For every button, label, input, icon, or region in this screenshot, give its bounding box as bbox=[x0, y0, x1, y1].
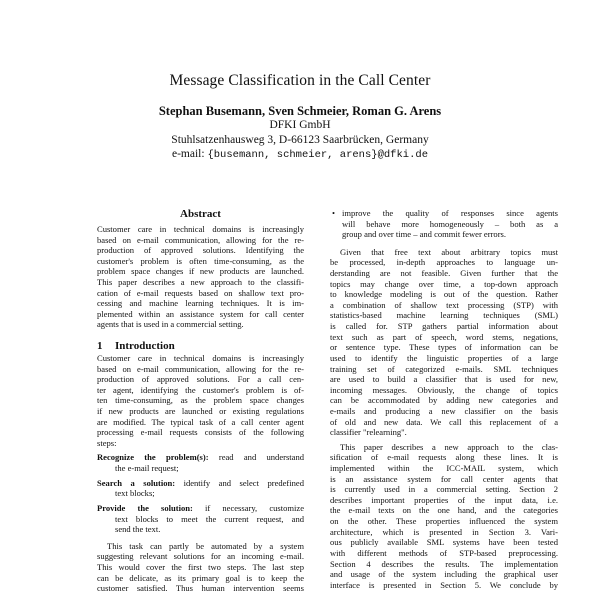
abstract-line: production of approved solutions. Identifying the bbox=[97, 245, 304, 256]
affiliation-address: Stuhlsatzenhausweg 3, D-66123 Saarbrücken, Germany bbox=[171, 133, 429, 146]
step-text-line: text blocks; bbox=[115, 488, 155, 499]
abstract-body bbox=[97, 224, 304, 330]
step-text: read and understand bbox=[218, 452, 305, 463]
body-line: derstanding are not feasible. Given further that the bbox=[330, 268, 558, 279]
body-line: topics may change over time, a top-down approach bbox=[330, 278, 558, 289]
abstract-line: problem space changes if new products are launched. bbox=[97, 266, 304, 277]
intro-line: production of approved solutions. For a call cen- bbox=[97, 374, 304, 385]
step-term: Search a solution: bbox=[97, 477, 176, 488]
section-number: 1 bbox=[97, 340, 103, 352]
body-line: can be accommodated by adding new categories and bbox=[330, 395, 558, 406]
intro-line: steps: bbox=[97, 437, 117, 448]
body-line: interface is presented in Section 5. We conclude by bbox=[330, 579, 558, 590]
intro-line: customer satisfied. Thus human intervention seems bbox=[97, 583, 304, 594]
right-column-body bbox=[330, 208, 558, 590]
intro-line: This would cover the first two steps. The last step bbox=[97, 561, 304, 572]
abstract-line: based on e-mail communication, allowing for the re- bbox=[97, 234, 304, 245]
body-line: training set of categorized e-mails. SML techniques bbox=[330, 363, 558, 374]
abstract-line: cation of e-mail requests based on shallow text pro- bbox=[97, 287, 304, 298]
bullet-line: will behave more homogeneously – both as a bbox=[342, 218, 558, 229]
body-line: be processed, in-depth approaches to language un- bbox=[330, 257, 558, 268]
step-text-line: text blocks to meet the current request, and bbox=[115, 513, 304, 524]
abstract-line: cessing and machine learning techniques. It is im- bbox=[97, 298, 304, 309]
step-text: if necessary, customize bbox=[205, 502, 304, 513]
bullet-icon: • bbox=[332, 208, 335, 218]
body-line: is called for. STP gathers partial information about bbox=[330, 321, 558, 332]
body-line: a combination of shallow text processing (STP) with bbox=[330, 299, 558, 310]
body-line: or sentence type. These types of information can be bbox=[330, 342, 558, 353]
body-line: sification of e-mail requests along these lines. It is bbox=[330, 452, 558, 463]
body-line: of old and new data. We call this replacement of a bbox=[330, 416, 558, 427]
introduction-body bbox=[97, 353, 304, 594]
intro-line: ter agent, identifying the customer's problem is of- bbox=[97, 384, 304, 395]
body-line: is an assistance system for call center agents that bbox=[330, 473, 558, 484]
abstract-heading: Abstract bbox=[180, 208, 221, 220]
body-line: Section 4 describes the results. The implementation bbox=[330, 558, 558, 569]
step-item bbox=[97, 478, 304, 489]
paper-title: Message Classification in the Call Center bbox=[169, 72, 431, 89]
intro-line: if new products are launched or existing regulations bbox=[97, 406, 304, 417]
body-line: architecture, which is presented in Section 3. Vari- bbox=[330, 526, 558, 537]
body-line: ous publicly available SML systems have been tested bbox=[330, 537, 558, 548]
abstract-line: This paper describes a new approach to the classifi- bbox=[97, 277, 304, 288]
intro-line: can be delicate, as its primary goal is to keep the bbox=[97, 572, 304, 583]
intro-line: Customer care in technical domains is increasingly bbox=[97, 353, 304, 363]
body-line: used to identify the linguistic properties of a large bbox=[330, 352, 558, 363]
bullet-item bbox=[330, 208, 558, 240]
step-text: identify and select predefined bbox=[183, 477, 304, 488]
bullet-line: group and over time – and commit fewer errors. bbox=[342, 229, 506, 240]
step-item bbox=[97, 452, 304, 463]
body-line: implemented within the ICC-MAIL system, which bbox=[330, 463, 558, 474]
body-line: Given that free text about arbitrary topics must bbox=[340, 246, 558, 257]
body-line: statistics-based machine learning techniques (SML) bbox=[330, 310, 558, 321]
section-title: Introduction bbox=[115, 340, 175, 352]
body-line: text such as part of speech, word stems, negations, bbox=[330, 331, 558, 342]
step-term: Recognize the problem(s): bbox=[97, 452, 209, 463]
affiliation-org: DFKI GmbH bbox=[269, 119, 331, 131]
body-line: e-mails and producing a new classifier on the basis bbox=[330, 405, 558, 416]
bullet-line: improve the quality of responses since agents bbox=[342, 208, 558, 218]
abstract-line: Customer care in technical domains is increasingly bbox=[97, 224, 304, 234]
body-line: on the other. These properties influenced the system bbox=[330, 516, 558, 527]
intro-line: This task can partly be automated by a system bbox=[107, 540, 304, 551]
intro-line: are modified. The typical task of a call center agent bbox=[97, 416, 304, 427]
paper-authors: Stephan Busemann, Sven Schmeier, Roman G. Arens bbox=[158, 104, 442, 118]
body-line: incoming messages. Obviously, the change of topics bbox=[330, 384, 558, 395]
step-term: Provide the solution: bbox=[97, 502, 193, 513]
body-line: and usage of the system including the graphical user bbox=[330, 569, 558, 580]
intro-line: processing e-mail requests consists of the following bbox=[97, 427, 304, 438]
section-heading-introduction bbox=[97, 340, 175, 352]
body-line: to knowledge modeling is out of the question. Rather bbox=[330, 289, 558, 300]
email-label: e-mail: bbox=[172, 148, 205, 160]
intro-line: suggesting relevant solutions for an incoming e-mail. bbox=[97, 551, 304, 562]
step-item bbox=[97, 503, 304, 514]
intro-line: ten time-consuming, as the problem space changes bbox=[97, 395, 304, 406]
abstract-line: plemented within an assistance system for call center bbox=[97, 308, 304, 319]
abstract-line: customer's problem is often time-consuming, as the bbox=[97, 255, 304, 266]
step-text-line: send the text. bbox=[115, 524, 161, 535]
step-text-line: the e-mail request; bbox=[115, 463, 179, 474]
affiliation-block bbox=[0, 118, 600, 163]
abstract-line: agents that is used in a commercial setting. bbox=[97, 319, 244, 330]
body-line: the e-mail texts on the one hand, and the categories bbox=[330, 505, 558, 516]
body-line: classifier "relearning". bbox=[330, 427, 407, 438]
affiliation-email-line bbox=[0, 147, 600, 163]
email-address: {busemann, schmeier, arens}@dfki.de bbox=[207, 149, 428, 161]
body-line: describes important properties of the input data, i.e. bbox=[330, 494, 558, 505]
body-line: are used to build a classifier that is used for new, bbox=[330, 374, 558, 385]
body-line: with different methods of STP-based preprocessing. bbox=[330, 547, 558, 558]
body-line: is currently used in a commercial setting. Section 2 bbox=[330, 484, 558, 495]
intro-line: based on e-mail communication, allowing for the re- bbox=[97, 363, 304, 374]
body-line: This paper describes a new approach to the clas- bbox=[340, 441, 558, 452]
